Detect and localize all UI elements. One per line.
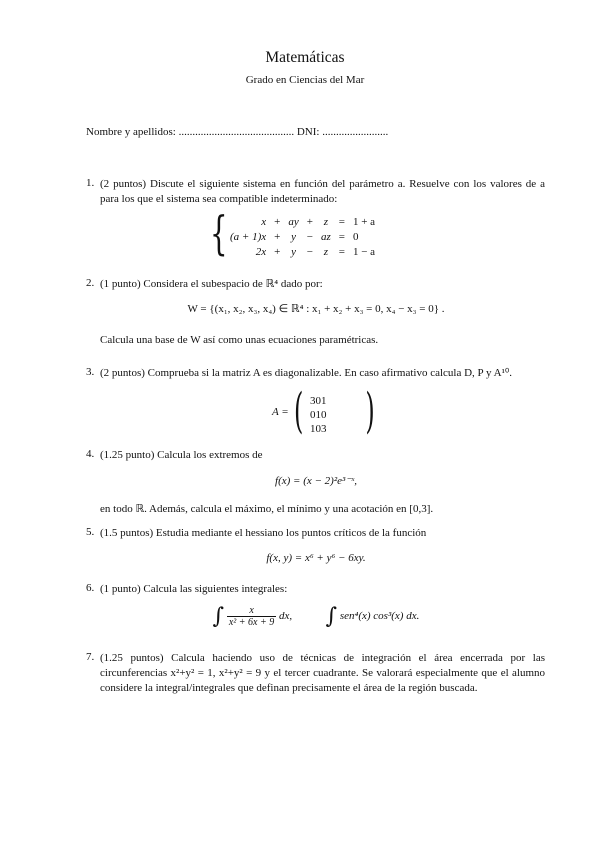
matrix-label: A = — [272, 406, 289, 418]
eq-rhs: 0 — [352, 230, 359, 243]
integral-1-denominator: x² + 6x + 9 — [228, 617, 275, 628]
eq-rhs: 1 + a — [352, 215, 376, 228]
matrix-cell: 1 — [321, 395, 327, 407]
name-label: Nombre y apellidos: — [86, 126, 176, 138]
matrix-cell: 1 — [315, 409, 321, 421]
integral-2-expression: sen⁴(x) cos³(x) dx. — [339, 610, 420, 623]
eq-op: − — [306, 245, 313, 258]
equation-table — [226, 214, 379, 259]
left-paren-icon: ( — [294, 383, 304, 439]
dni-label: DNI: — [296, 126, 320, 138]
eq-equals: = — [338, 245, 345, 258]
eq-op: + — [274, 245, 281, 258]
question-4-text: (1.25 punto) Calcula los extremos de — [100, 449, 263, 461]
matrix-cell: 0 — [321, 409, 327, 421]
question-5-number: 5. — [86, 526, 95, 538]
eq-term: y — [291, 245, 296, 258]
function-formula-q4: f(x) = (x − 2)²e³⁻ˣ, — [275, 475, 357, 487]
integrals-row — [86, 604, 546, 638]
question-3-text: (2 puntos) Comprueba si la matriz A es diagonalizable. En caso afirmativo calcula D, P y A¹⁰. — [100, 367, 513, 379]
eq-rhs: 1 − a — [352, 245, 376, 258]
question-4-number: 4. — [86, 448, 95, 460]
student-info-line — [86, 126, 546, 138]
eq-term: x — [261, 215, 267, 228]
eq-term: z — [323, 245, 328, 258]
dni-field[interactable]: ........................ — [322, 126, 389, 138]
eq-term: 2x — [255, 245, 267, 258]
subspace-formula: W = {(x₁, x₂, x₃, x₄) ∈ ℝ⁴ : x₁ + x₂ + x₃ = 0, x₄ − x₃ = 0} . — [187, 303, 445, 315]
equation-row — [226, 229, 379, 244]
eq-term: az — [320, 230, 331, 243]
equation-row — [226, 214, 379, 229]
eq-op: + — [306, 215, 313, 228]
integral-1-fraction — [227, 605, 276, 628]
question-7-text: (1.25 puntos) Calcula haciendo uso de técnicas de integración el área encerrada por las circunferencias x²+y² = 1, x²+y² = 9 y el tercer cuadrante. Se valorará especialmente que el alumno considere la integral/integrales que definan precisamente el área de la región buscada. — [100, 652, 545, 694]
page-subtitle: Grado en Ciencias del Mar — [245, 74, 365, 86]
question-1-number: 1. — [86, 177, 95, 189]
question-2-number: 2. — [86, 277, 95, 289]
eq-op: − — [306, 230, 313, 243]
left-brace-icon: { — [210, 206, 228, 260]
matrix-row — [310, 408, 327, 422]
right-paren-icon: ) — [365, 383, 375, 439]
eq-term: y — [291, 230, 296, 243]
matrix-cell: 0 — [315, 395, 321, 407]
matrix-cell: 0 — [315, 423, 321, 435]
question-1-text: (2 puntos) Discute el siguiente sistema en función del parámetro a. Resuelve con los valores de a para los que el sistema sea compatible indeterminado: — [100, 178, 545, 205]
integral-sign-icon: ∫ — [325, 604, 338, 629]
question-6-text: (1 punto) Calcula las siguientes integrales: — [100, 583, 288, 595]
question-4-task: en todo ℝ. Además, calcula el máximo, el mínimo y una acotación en [0,3]. — [100, 503, 434, 515]
name-field[interactable]: .......................................... — [178, 126, 295, 138]
eq-equals: = — [338, 215, 345, 228]
page-title: Matemáticas — [265, 49, 345, 66]
matrix-row — [310, 394, 327, 408]
eq-equals: = — [338, 230, 345, 243]
integral-1-numerator: x — [227, 605, 276, 617]
eq-term: ay — [288, 215, 299, 228]
question-2-task: Calcula una base de W así como unas ecuaciones paramétricas. — [100, 334, 379, 346]
eq-term: (a + 1)x — [230, 230, 267, 243]
matrix-table — [310, 394, 327, 436]
matrix-cell: 3 — [310, 395, 316, 407]
question-2-text: (1 punto) Considera el subespacio de ℝ⁴ dado por: — [100, 278, 323, 290]
matrix-cell: 3 — [321, 423, 327, 435]
matrix-cell: 0 — [310, 409, 316, 421]
equation-system — [210, 206, 430, 262]
function-formula-q5: f(x, y) = x⁶ + y⁶ − 6xy. — [266, 552, 366, 564]
eq-op: + — [274, 230, 281, 243]
question-7-number: 7. — [86, 651, 95, 663]
question-3-number: 3. — [86, 366, 95, 378]
eq-op: + — [274, 215, 281, 228]
matrix-cell: 1 — [310, 423, 316, 435]
question-5-text: (1.5 puntos) Estudia mediante el hessiano los puntos críticos de la función — [100, 527, 427, 539]
equation-row — [226, 244, 379, 259]
integral-sign-icon: ∫ — [212, 604, 225, 629]
matrix-row — [310, 422, 327, 436]
eq-term: z — [323, 215, 328, 228]
question-6-number: 6. — [86, 582, 95, 594]
integral-1-tail: dx, — [278, 610, 293, 623]
